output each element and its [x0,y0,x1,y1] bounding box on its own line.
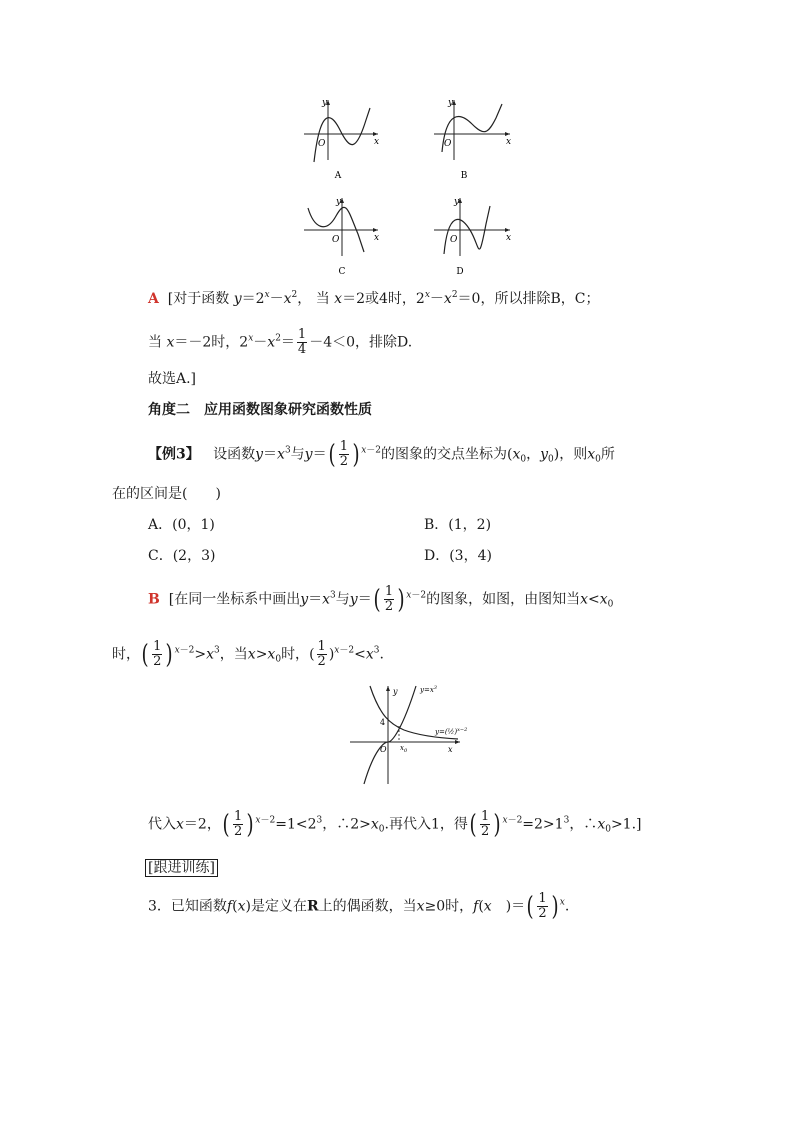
graph-a-label: A [334,171,342,181]
answer2-letter: B [148,591,160,608]
question-text: 是定义在 [250,898,307,915]
answer2-text: >1.] [610,816,642,833]
answer2-text: =2>1 [522,816,564,833]
graph-a-y: y [322,98,328,108]
answer2-line3: 代入x＝2，( $\frac{1}{2}$ ) $^{x-2}=1<2^3$，$\therefore 2>x_0$.再代入1，得( $\frac{1}{2}$ ) $^{x-2}=2>1^3$，$\therefore x_0>1$.] [148,809,642,840]
intersection-figure [340,680,490,790]
question-text: 上的偶函数，当 [318,898,417,915]
option-graphs [290,90,530,285]
curve-label-cubic: $y=x^3$ [420,685,437,694]
figure-label-y: y [393,687,398,696]
example3-text: 与 [290,446,305,463]
answer2-text: ，∴2> [322,816,371,833]
curve-label-exp: y=(½)$^{x-2}$ [435,727,468,736]
question-text: ≥0时， [424,898,474,915]
answer1-text: ＝2或4时， [342,291,416,307]
question-text: 3．已知函数 [148,898,227,915]
example3-text: )，则 [553,446,588,463]
graph-a [304,98,379,181]
graph-c-x: x [374,233,380,243]
option-b: B．(1，2) [424,517,492,533]
example3-line2: 在的区间是( ) [112,486,221,502]
graph-d [434,197,511,277]
graph-c [304,197,379,277]
answer2-text: ，∴ [569,816,598,833]
graph-a-o: O [318,139,326,149]
graph-d-x: x [506,233,512,243]
graph-a-x: x [374,137,380,147]
cubic-curve [364,686,416,784]
example3-line1: 【例3】 设函数$y=x^3$与y＝( $\frac{1}{2}$ ) $^{x-2}$的图象的交点坐标为($x_0$，$y_0$)，则$x_0$所 [148,439,615,470]
example3-text: 的图象的交点坐标为( [381,446,513,463]
answer2-text: 与 [335,591,350,608]
graph-d-y: y [454,197,460,207]
graph-b-label: B [460,171,468,181]
answer1-text: 当 [315,291,330,307]
option-c: C．(2，3) [148,548,216,564]
answer2-text: =1<2 [275,816,317,833]
figure-label-x0: $x_0$ [400,744,408,754]
answer1-line3: 故选A.] [148,371,197,387]
answer1-text: 当 [148,334,162,351]
graph-d-label: D [456,267,464,277]
example3-tag: 【例3】 [148,446,200,463]
answer2-text: 代入 [148,816,176,833]
graph-c-label: C [338,267,346,277]
graph-b-o: O [444,139,452,149]
answer1-text: ＝0，所以排除B，C； [457,291,600,307]
example3-text: 所 [600,446,615,463]
answer1-text: [对于函数 [167,291,230,307]
answer2-text: .再代入1，得 [384,816,468,833]
answer1-letter: A [148,291,159,307]
graph-d-o: O [450,235,458,245]
figure-label-4: 4 [380,718,386,727]
fraction: $\frac{1}{4}$ [297,327,307,357]
graph-c-y: y [336,197,342,207]
answer2-line1: B [在同一坐标系中画出$y=x^3$与y＝( $\frac{1}{2}$ ) $^{x-2}$的图象，如图，由图知当$x<x_0$ [148,584,614,615]
graph-c-o: O [332,235,340,245]
answer1-line1: A [对于函数 $y=2^x-x^2$， 当 x＝2或4时，$2^x-x^2=0$，所以排除B，C； [148,290,600,307]
graph-b [434,98,511,181]
answer2-text: [在同一坐标系中画出 [168,591,301,608]
figure-label-x: x [448,745,453,754]
example3-text: 设函数 [213,446,256,463]
answer2-text: ，当 [219,646,248,663]
graph-b-y: y [448,98,454,108]
training-label [145,858,218,878]
answer2-text: 时， [281,646,310,663]
section-title: 角度二 应用函数图象研究函数性质 [148,402,372,418]
training-label-text: [跟进训练] [145,859,218,877]
answer2-text: ＝2， [183,816,221,833]
option-a: A．(0，1) [148,517,215,533]
question-3: 3．已知函数f(x)是定义在R上的偶函数，当x≥0时，f(x )＝( $\frac{1}{2}$ ) $^x$. [148,891,570,922]
figure-label-o: O [380,745,387,754]
answer2-line2: 时，( $\frac{1}{2}$ ) $^{x-2}>x^3$，当$x>x_0$时，( $\frac{1}{2}$ )$^{x-2}<x^3$. [112,639,384,670]
answer1-text: ＝－2时， [174,334,240,351]
answer1-line2: 当 x＝－2时，$2^x-x^2=$ $\frac{1}{4}$ －4＜0，排除D. [148,327,413,357]
answer2-text: 时， [112,646,140,663]
graph-b-x: x [506,137,512,147]
answer2-text: 的图象，如图，由图知当 [426,591,581,608]
real-set-symbol: R [306,898,319,915]
answer1-text: －4＜0，排除D. [309,334,413,351]
option-d: D．(3，4) [424,548,492,564]
